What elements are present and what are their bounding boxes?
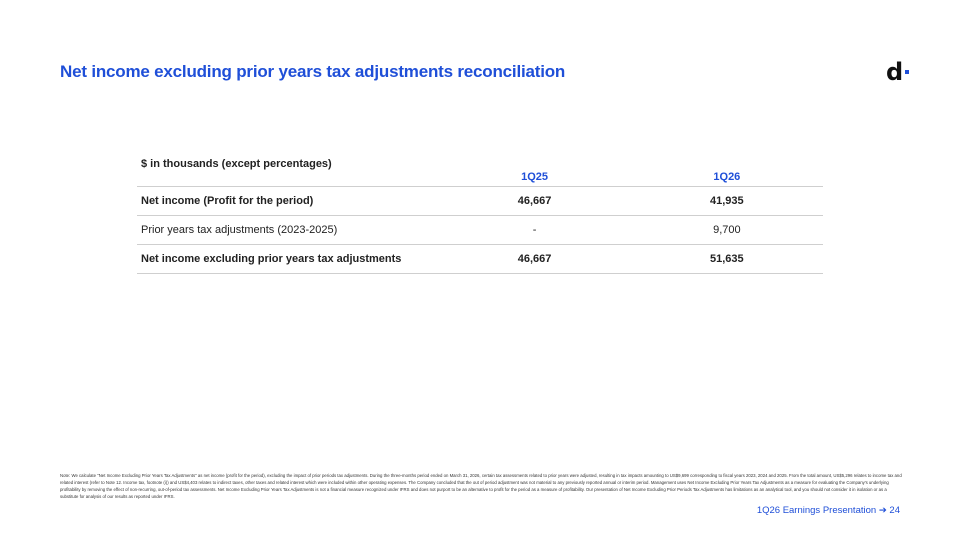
footer-label: 1Q26 Earnings Presentation [756,505,877,516]
logo-dot-icon [905,70,909,74]
arrow-right-icon: ➔ [878,505,887,516]
cell-1q26: 51,635 [631,245,823,274]
cell-1q26: 9,700 [631,216,823,245]
cell-1q25: 46,667 [438,245,630,274]
cell-1q25: - [438,216,630,245]
table-row-net-income [137,187,823,216]
table-row-tax-adjustments [137,216,823,245]
table-row-net-income-excluding [137,245,823,274]
column-header-1q26: 1Q26 [631,154,823,187]
column-header-1q25: 1Q25 [438,154,630,187]
footnote: Note: We calculate "Net Income Excluding Prior Years Tax Adjustments" as net income (profit for the period), excluding the impact of prior periods tax adjustments. During the three-months period ended on March 31, 2026, certain tax assessments related to prior years were adjusted, resulting in tax impacts amounting to US$9,699 corresponding to fiscal years 2023, 2024 and 2025. From the total amount, US$5,296 relates to income tax and related interest (refer to Note 12. Income tax, footnote (i)) and US$4,403 relates to indirect taxes, other taxes and related interest which were included within other operating expenses. The Company concluded that the out of period adjustment was not material to any previously reported annual or interim period. Management uses Net Income Excluding Prior Years Tax Adjustments as a measure for evaluating the Company's underlying profitability by removing the effect of non-recurring, out-of-period tax assessments. Net Income Excluding Prior Years Tax Adjustments is not a financial measure recognized under IFRS and does not purport to be an alternative to profit for the period as a measure of profitability. Our presentation of Net Income Excluding Prior Periods Tax Adjustments has limitations as an analytical tool, and you should not consider it in isolation or as a substitute for analysis of our results as reported under IFRS. [60,473,902,499]
row-label: Net income excluding prior years tax adjustments [137,245,438,274]
row-label: Prior years tax adjustments (2023-2025) [137,216,438,245]
cell-1q26: 41,935 [631,187,823,216]
page-number: 24 [889,505,900,516]
logo-letter: d [886,58,904,86]
reconciliation-table [137,154,823,274]
table-header-row [137,154,823,187]
cell-1q25: 46,667 [438,187,630,216]
column-header-label: $ in thousands (except percentages) [137,154,438,187]
page-title: Net income excluding prior years tax adjustments reconciliation [60,62,566,81]
row-label: Net income (Profit for the period) [137,187,438,216]
footer [757,505,900,516]
